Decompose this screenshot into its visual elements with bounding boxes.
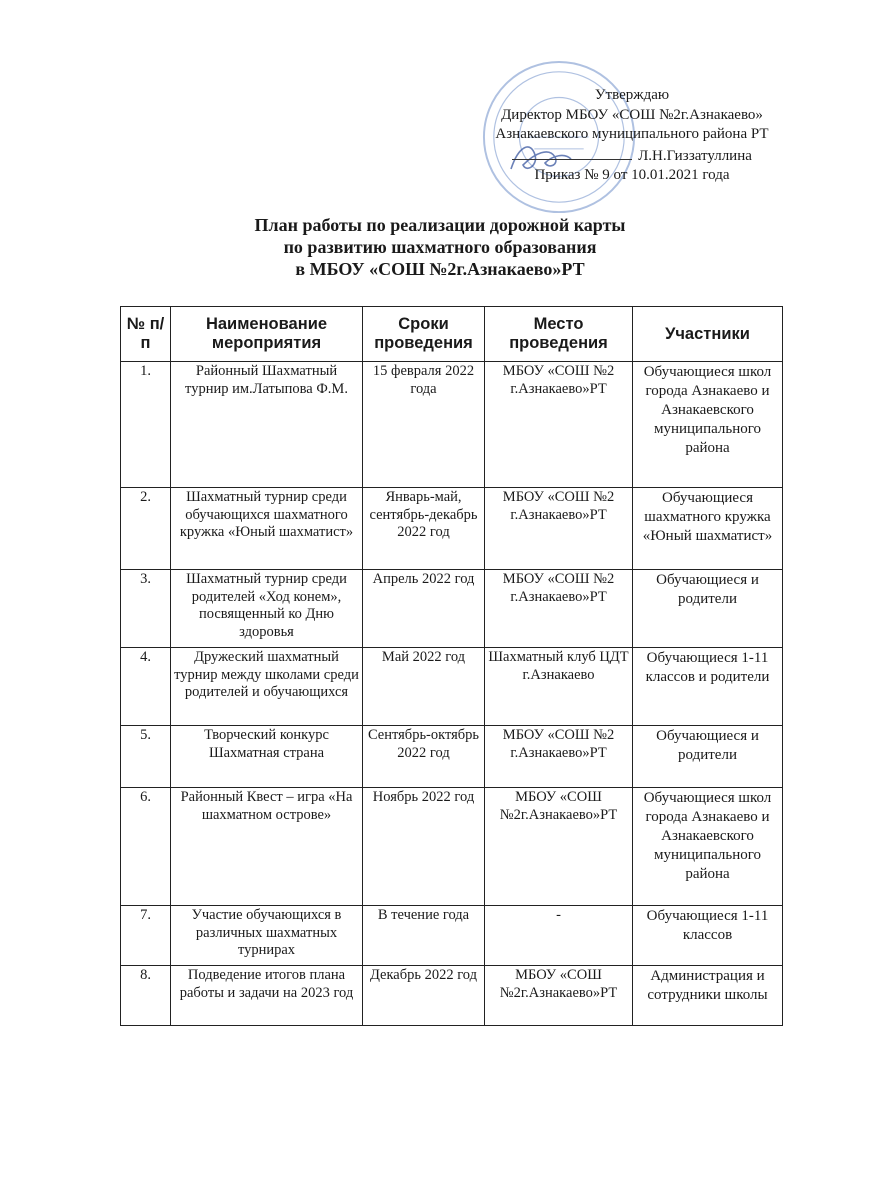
row-event: Районный Квест – игра «На шахматном острове» (171, 788, 363, 906)
row-event: Дружеский шахматный турнир между школами среди родителей и обучающихся (171, 648, 363, 726)
page-title (140, 214, 740, 280)
header-dates: Сроки проведения (363, 307, 485, 362)
row-dates: Декабрь 2022 год (363, 966, 485, 1026)
table-row (121, 966, 783, 1026)
header-place: Место проведения (485, 307, 633, 362)
row-number: 8. (121, 966, 171, 1026)
row-place: МБОУ «СОШ №2 г.Азнакаево»РТ (485, 488, 633, 570)
table-row (121, 906, 783, 966)
row-participants: Обучающиеся 1-11 классов (633, 906, 783, 966)
row-number: 2. (121, 488, 171, 570)
plan-table (120, 306, 783, 1026)
row-event: Участие обучающихся в различных шахматных турнирах (171, 906, 363, 966)
row-event: Районный Шахматный турнир им.Латыпова Ф.М. (171, 362, 363, 488)
table-row (121, 362, 783, 488)
row-participants: Обучающиеся и родители (633, 726, 783, 788)
table-row (121, 570, 783, 648)
table-header-row (121, 307, 783, 362)
row-participants: Обучающиеся школ города Азнакаево и Азнакаевского муниципального района (633, 788, 783, 906)
row-place: МБОУ «СОШ №2 г.Азнакаево»РТ (485, 570, 633, 648)
row-place: МБОУ «СОШ №2 г.Азнакаево»РТ (485, 726, 633, 788)
row-participants: Обучающиеся 1-11 классов и родители (633, 648, 783, 726)
table-row (121, 788, 783, 906)
table-row (121, 648, 783, 726)
row-participants: Администрация и сотрудники школы (633, 966, 783, 1026)
approval-block (452, 86, 812, 186)
table-row (121, 726, 783, 788)
row-place: МБОУ «СОШ №2 г.Азнакаево»РТ (485, 362, 633, 488)
row-dates: Январь-май, сентябрь-декабрь 2022 год (363, 488, 485, 570)
approval-line-2: Директор МБОУ «СОШ №2г.Азнакаево» (501, 106, 763, 123)
row-participants: Обучающиеся и родители (633, 570, 783, 648)
row-dates: Май 2022 год (363, 648, 485, 726)
director-name: Л.Н.Гиззатуллина (638, 147, 752, 164)
row-place: Шахматный клуб ЦДТ г.Азнакаево (485, 648, 633, 726)
header-event: Наименование мероприятия (171, 307, 363, 362)
row-dates: 15 февраля 2022 года (363, 362, 485, 488)
approval-line-3: Азнакаевского муниципального района РТ (495, 126, 769, 142)
row-dates: Ноябрь 2022 год (363, 788, 485, 906)
header-number: № п/п (121, 307, 171, 362)
row-number: 5. (121, 726, 171, 788)
approval-line-1: Утверждаю (594, 87, 670, 103)
title-line-1: План работы по реализации дорожной карты (254, 215, 626, 235)
row-dates: В течение года (363, 906, 485, 966)
title-line-3: в МБОУ «СОШ №2г.Азнакаево»РТ (295, 259, 585, 279)
row-event: Шахматный турнир среди обучающихся шахматного кружка «Юный шахматист» (171, 488, 363, 570)
signature-line (512, 145, 632, 160)
row-dates: Апрель 2022 год (363, 570, 485, 648)
row-participants: Обучающиеся школ города Азнакаево и Азнакаевского муниципального района (633, 362, 783, 488)
table-row (121, 488, 783, 570)
row-place: МБОУ «СОШ №2г.Азнакаево»РТ (485, 966, 633, 1026)
row-number: 4. (121, 648, 171, 726)
approval-line-5: Приказ № 9 от 10.01.2021 года (534, 167, 730, 183)
row-place: - (485, 906, 633, 966)
row-place: МБОУ «СОШ №2г.Азнакаево»РТ (485, 788, 633, 906)
row-participants: Обучающиеся шахматного кружка «Юный шахматист» (633, 488, 783, 570)
row-event: Подведение итогов плана работы и задачи на 2023 год (171, 966, 363, 1026)
approval-line-4 (452, 145, 812, 167)
row-number: 6. (121, 788, 171, 906)
row-event: Творческий конкурс Шахматная страна (171, 726, 363, 788)
title-line-2: по развитию шахматного образования (283, 237, 597, 257)
row-number: 3. (121, 570, 171, 648)
row-number: 7. (121, 906, 171, 966)
row-dates: Сентябрь-октябрь 2022 год (363, 726, 485, 788)
row-number: 1. (121, 362, 171, 488)
header-participants: Участники (633, 307, 783, 362)
row-event: Шахматный турнир среди родителей «Ход конем», посвященный ко Дню здоровья (171, 570, 363, 648)
